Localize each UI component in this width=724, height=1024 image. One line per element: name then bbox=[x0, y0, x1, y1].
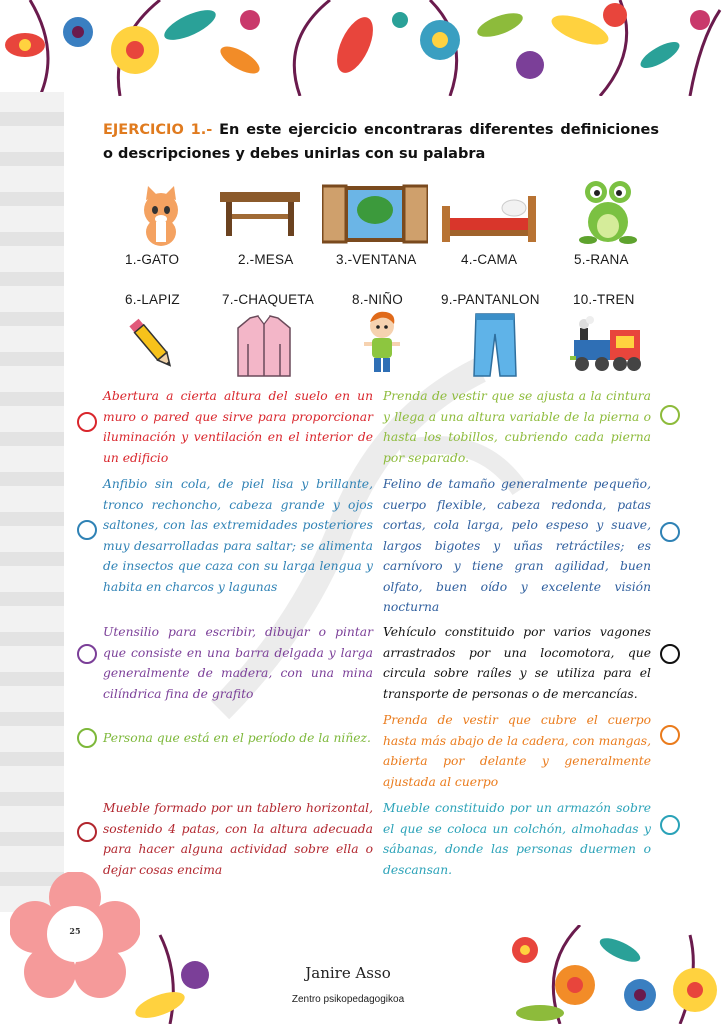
definition-10: Mueble constituido por un armazón sobre el que se coloca un colchón, almohadas y sábanas, donde las personas duermen o descansan. bbox=[383, 801, 651, 877]
bed-icon bbox=[440, 186, 538, 244]
match-circle-left-1[interactable] bbox=[77, 412, 97, 432]
match-circle-right-1[interactable] bbox=[660, 405, 680, 425]
exercise-heading bbox=[103, 118, 659, 166]
author-signature: Janire Asso bbox=[305, 964, 391, 982]
word-mesa: 2.-MESA bbox=[238, 252, 294, 267]
match-circle-right-3[interactable] bbox=[660, 644, 680, 664]
match-circle-left-2[interactable] bbox=[77, 520, 97, 540]
match-circle-right-5[interactable] bbox=[660, 815, 680, 835]
window-icon bbox=[322, 184, 428, 244]
match-circle-left-3[interactable] bbox=[77, 644, 97, 664]
word-cama: 4.-CAMA bbox=[461, 252, 518, 267]
definition-7: Persona que está en el período de la niñez. bbox=[103, 731, 371, 745]
word-gato: 1.-GATO bbox=[125, 252, 180, 267]
exercise-label: EJERCICIO 1.- bbox=[103, 122, 213, 138]
word-rana: 5.-RANA bbox=[574, 252, 629, 267]
word-chaqueta: 7.-CHAQUETA bbox=[222, 292, 314, 307]
cat-icon bbox=[134, 186, 188, 248]
definition-9: Mueble formado por un tablero horizontal, sostenido 4 patas, con la altura adecuada para hacer alguna actividad sobre ella o dejar cosas encima bbox=[103, 801, 373, 877]
word-pantalon: 9.-PANTANLON bbox=[441, 292, 540, 307]
exercise-instructions: En este ejercicio encontraras diferentes definiciones o descripciones y debes unirlas con su palabra bbox=[103, 122, 659, 162]
side-stripes bbox=[0, 92, 64, 912]
definition-2: Prenda de vestir que se ajusta a la cintura y llega a una altura variable de la pierna o hasta los tobillos, cubriendo cada pierna por separado. bbox=[383, 389, 651, 465]
definition-4: Felino de tamaño generalmente pequeño, cuerpo flexible, cabeza redonda, patas cortas, cola larga, pelo espeso y suave, largos bigotes y uñas retráctiles; es carnívoro y tiene gran agilidad, buen olfato, buen oído y excelente visión nocturna bbox=[383, 477, 651, 614]
match-circle-left-5[interactable] bbox=[77, 822, 97, 842]
word-lapiz: 6.-LAPIZ bbox=[125, 292, 180, 307]
match-circle-right-2[interactable] bbox=[660, 522, 680, 542]
definition-1: Abertura a cierta altura del suelo en un muro o pared que sirve para proporcionar iluminación y ventilación en el interior de un edificio bbox=[103, 389, 373, 465]
page-number: 25 bbox=[69, 926, 81, 936]
match-circle-right-4[interactable] bbox=[660, 725, 680, 745]
floral-border-top bbox=[0, 0, 724, 96]
word-tren: 10.-TREN bbox=[573, 292, 635, 307]
train-icon bbox=[568, 316, 646, 374]
page-number-flower bbox=[10, 872, 140, 1002]
center-name: Zentro psikopedagogikoa bbox=[291, 994, 405, 1005]
word-nino: 8.-NIÑO bbox=[352, 292, 403, 307]
definition-6: Vehículo constituido por varios vagones arrastrados por una locomotora, que circula sobre raíles y se utiliza para el transporte de personas o de mercancías. bbox=[383, 625, 651, 701]
pencil-icon bbox=[128, 314, 176, 374]
boy-icon bbox=[360, 310, 404, 378]
table-icon bbox=[218, 190, 302, 238]
match-circle-left-4[interactable] bbox=[77, 728, 97, 748]
definition-8: Prenda de vestir que cubre el cuerpo hasta más abajo de la cadera, con mangas, abierta por delante y generalmente ajustada al cuerpo bbox=[383, 713, 651, 789]
jacket-icon bbox=[236, 314, 292, 378]
footer bbox=[212, 942, 484, 1024]
word-ventana: 3.-VENTANA bbox=[336, 252, 417, 267]
definition-3: Anfibio sin cola, de piel lisa y brillante, tronco rechoncho, cabeza grande y ojos saltones, con las extremidades posteriores muy desarrolladas para saltar; se alimenta de insectos que caza con su larga lengua y habita en charcos y lagunas bbox=[103, 477, 373, 594]
frog-icon bbox=[578, 178, 638, 246]
trousers-icon bbox=[472, 312, 518, 378]
definition-5: Utensilio para escribir, dibujar o pintar que consiste en una barra delgada y larga generalmente de madera, con una mina cilíndrica fina de grafito bbox=[103, 625, 373, 701]
